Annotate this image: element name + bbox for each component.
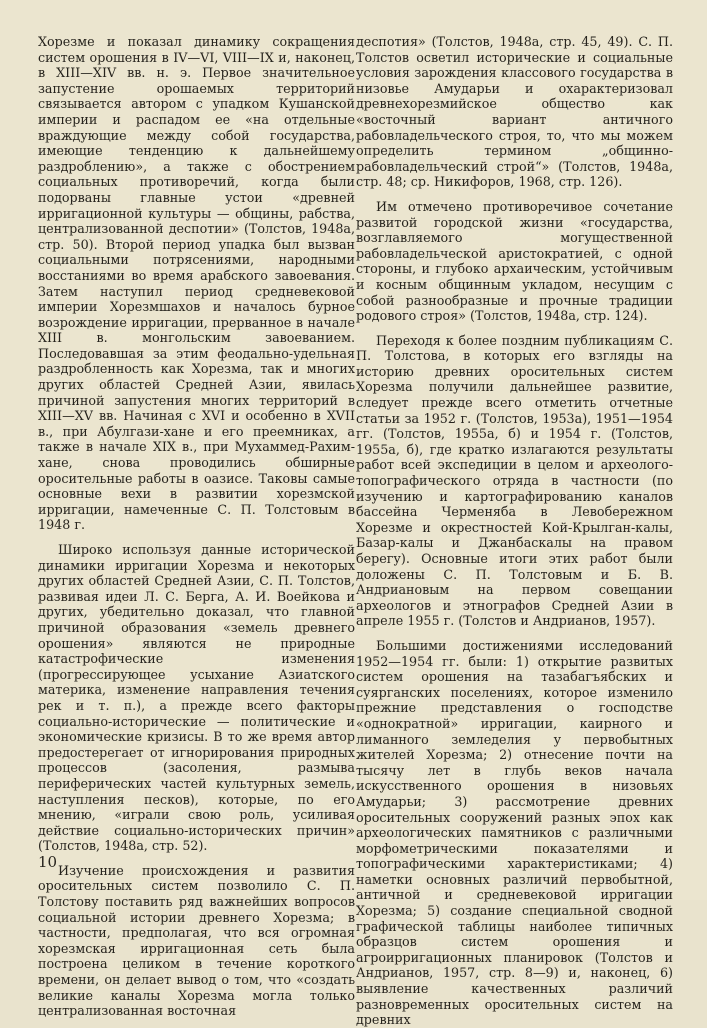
left-text-column xyxy=(38,34,355,1019)
paragraph: Переходя к более поздним публикациям С. П. Толстова, в которых его взгляды на историю древних оросительных систем Хорезма получили дальнейшее развитие, следует прежде всего отметить отчетные статьи за 1952 г. (Толстов, 1953а), 1951—1954 гг. (Толстов, 1955а, б) и 1954 г. (Толстов, 1955а, б), где кратко излагаются результаты работ всей экспедиции в целом и археолого-топографического отряда в частности (по изучению и картографированию каналов бассейна Черменяба в Левобережном Хорезме и окрестностей Кой-Крылган-калы, Базар-калы и Джанбаскалы на правом берегу). Основные итоги этих работ были доложены С. П. Толстовым и Б. В. Андриановым на первом совещании археологов и этнографов Средней Азии в апреле 1955 г. (Толстов и Андрианов, 1957). xyxy=(356,332,673,629)
page-number: 10 xyxy=(38,853,58,871)
paragraph: Большими достижениями исследований 1952—1954 гг. были: 1) открытие развитых систем орошения на тазабагъябских и суярганских поселениях, которое изменило прежние представления о господстве «однократной» ирригации, каирного и лиманного земледелия у первобытных жителей Хорезма; 2) отнесение почти на тысячу лет в глубь веков начала искусственного орошения в низовьях Амударьи; 3) рассмотрение древних оросительных сооружений разных эпох как археологических памятников с различными морфометрическими показателями и топографическими характеристиками; 4) наметки основных различий первобытной, античной и средневековой ирригации Хорезма; 5) создание специальной сводной графической таблицы наиболее типичных образцов систем орошения и агроирригационных планировок (Толстов и Андрианов, 1957, стр. 8—9) и, наконец, 6) выявление качественных различий разновременных оросительных систем на древних xyxy=(356,637,673,1028)
paragraph: Широко используя данные исторической динамики ирригации Хорезма и некоторых других областей Средней Азии, С. П. Толстов, развивая идеи Л. С. Берга, А. И. Воейкова и других, убедительно доказал, что главной причиной образования «земель древнего орошения» являются не природные катастрофические изменения (прогрессирующее усыхание Азиатского материка, изменение направления течения рек и т. п.), а прежде всего факторы социально-исторические — политические и экономические кризисы. В то же время автор предостерегает от игнорирования природных процессов (засоления, размыва периферических частей культурных земель, наступления песков), которые, по его мнению, «играли свою роль, усиливая действие социально-исторических причин» (Толстов, 1948а, стр. 52). xyxy=(38,542,355,854)
paragraph: Им отмечено противоречивое сочетание развитой городской жизни «государства, возглавляемого могущественной рабовладельческой аристократией, с одной стороны, и глубоко архаическим, устойчивым и косным общинным укладом, несущим с собой разнообразные и прочные традиции родового строя» (Толстов, 1948а, стр. 124). xyxy=(356,198,673,324)
paragraph: деспотия» (Толстов, 1948а, стр. 45, 49). С. П. Толстов осветил исторические и социальные условия зарождения классового государства в низовье Амударьи и охарактеризовал древнехорезмийское общество как «восточный вариант античного рабовладельческого строя, то, что мы можем определить термином „общинно-рабовладельческий строй“» (Толстов, 1948а, стр. 48; ср. Никифоров, 1968, стр. 126). xyxy=(356,34,673,190)
right-text-column xyxy=(356,34,673,1028)
paragraph: Изучение происхождения и развития оросительных систем позволило С. П. Толстову поставить ряд важнейших вопросов социальной истории древнего Хорезма; в частности, предполагая, что вся огромная хорезмская ирригационная сеть была построена целиком в течение короткого времени, он делает вывод о том, что «создать великие каналы Хорезма могла только централизованная восточная xyxy=(38,862,355,1019)
paragraph: Хорезме и показал динамику сокращения систем орошения в IV—VI, VIII—IX и, наконец, в XIII—XIV вв. н. э. Первое значительное запустение орошаемых территорий связывается автором с упадком Кушанской империи и распадом ее «на отдельные враждующие между собой государства, имеющие тенденцию к дальнейшему раздроблению», а также с обострением социальных противоречий, когда были подорваны главные устои «древней ирригационной культуры — общины, рабства, централизованной деспотии» (Толстов, 1948а, стр. 50). Второй период упадка был вызван социальными потрясениями, народными восстаниями во время арабского завоевания. Затем наступил период средневековой империи Хорезмшахов и началось бурное возрождение ирригации, прерванное в начале XIII в. монгольским завоеванием. Последовавшая за этим феодально-удельная раздробленность как Хорезма, так и многих других областей Средней Азии, явилась причиной запустения многих территорий в XIII—XV вв. Начиная с XVI и особенно в XVII в., при Абулгази-хане и его преемниках, а также в начале XIX в., при Мухаммед-Рахим-хане, снова проводились обширные оросительные работы в оазисе. Таковы самые основные вехи в развитии хорезмской ирригации, намеченные С. П. Толстовым в 1948 г. xyxy=(38,34,355,533)
